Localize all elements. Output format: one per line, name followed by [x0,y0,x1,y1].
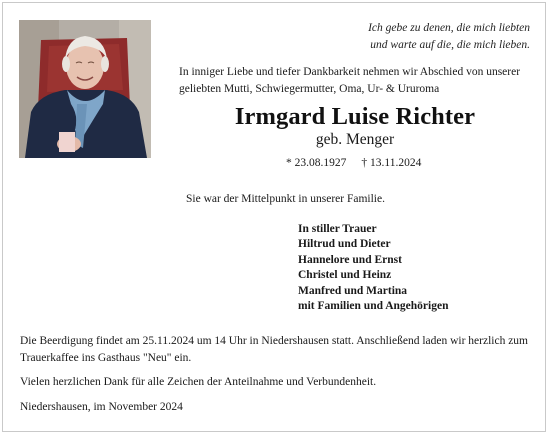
mourner-entry: Hannelore und Ernst [298,253,402,266]
portrait-photo [19,20,151,158]
motto-quote [368,20,530,54]
birth-name: geb. Menger [315,131,395,148]
motto-line-2: und warte auf die, die mich lieben. [370,39,530,51]
thanks-line: Vielen herzlichen Dank für alle Zeichen der Anteilnahme und Verbundenheit. [20,376,377,388]
death-date: † 13.11.2024 [361,157,422,169]
mourner-entry: Hiltrud und Dieter [298,238,391,251]
place-date: Niedershausen, im November 2024 [20,401,183,413]
motto-line-1: Ich gebe zu denen, die mich liebten [368,22,530,34]
mourner-entry: Christel und Heinz [298,269,392,282]
intro-text: In inniger Liebe und tiefer Dankbarkeit nehmen wir Abschied von unserer geliebten Mutti, Schwiegermutter, Oma, Ur- & Ururoma [179,66,521,95]
deceased-name: Irmgard Luise Richter [234,103,476,130]
birth-date: * 23.08.1927 [286,157,347,169]
mourners-list [298,222,448,314]
mourners-heading: In stiller Trauer [298,223,377,235]
life-dates [286,157,421,169]
family-center-line: Sie war der Mittelpunkt in unserer Familie. [186,193,385,205]
mourner-entry: mit Familien und Angehörigen [298,300,449,313]
mourner-entry: Manfred und Martina [298,284,408,297]
funeral-info: Die Beerdigung findet am 25.11.2024 um 14 Uhr in Niedershausen statt. Anschließend laden wir herzlich zum Trauerkaffee ins Gasthaus "Neu" ein. [20,335,529,364]
